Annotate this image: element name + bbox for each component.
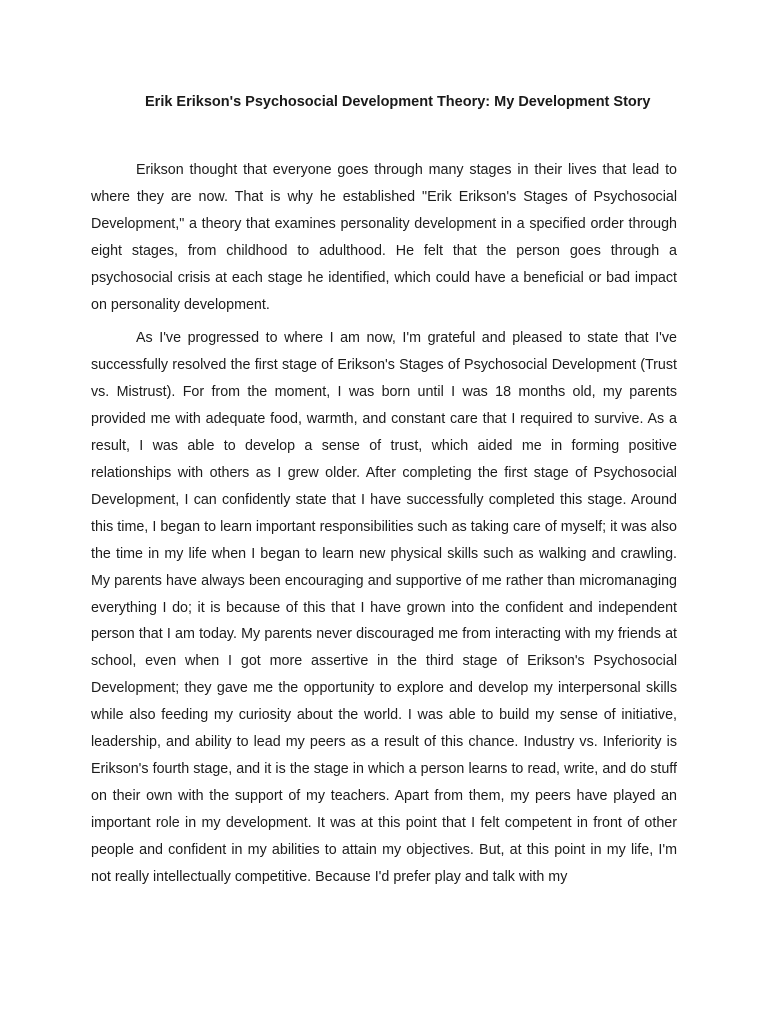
document-body (91, 157, 677, 890)
document-title: Erik Erikson's Psychosocial Development Theory: My Development Story (145, 94, 651, 110)
paragraph-personal-story: As I've progressed to where I am now, I'm grateful and pleased to state that I've successfully resolved the first stage of Erikson's Stages of Psychosocial Development (Trust vs. Mistrust). For from the moment, I was born until I was 18 months old, my parents provided me with adequate food, warmth, and constant care that I required to survive. As a result, I was able to develop a sense of trust, which aided me in forming positive relationships with others as I grew older. After completing the first stage of Psychosocial Development, I can confidently state that I have successfully completed this stage. Around this time, I began to learn important responsibilities such as taking care of myself; it was also the time in my life when I began to learn new physical skills such as walking and crawling. My parents have always been encouraging and supportive of me rather than micromanaging everything I do; it is because of this that I have grown into the confident and independent person that I am today. My parents never discouraged me from interacting with my friends at school, even when I got more assertive in the third stage of Erikson's Psychosocial Development; they gave me the opportunity to explore and develop my interpersonal skills while also feeding my curiosity about the world. I was able to build my sense of initiative, leadership, and ability to lead my peers as a result of this chance. Industry vs. Inferiority is Erikson's fourth stage, and it is the stage in which a person learns to read, write, and do stuff on their own with the support of my teachers. Apart from them, my peers have played an important role in my development. It was at this point that I felt competent in front of other people and confident in my abilities to attain my objectives. But, at this point in my life, I'm not really intellectually competitive. Because I'd prefer play and talk with my (91, 330, 677, 885)
paragraph-intro: Erikson thought that everyone goes through many stages in their lives that lead to where they are now. That is why he established "Erik Erikson's Stages of Psychosocial Development," a theory that examines personality development in a specified order through eight stages, from childhood to adulthood. He felt that the person goes through a psychosocial crisis at each stage he identified, which could have a beneficial or bad impact on personality development. (91, 162, 677, 313)
